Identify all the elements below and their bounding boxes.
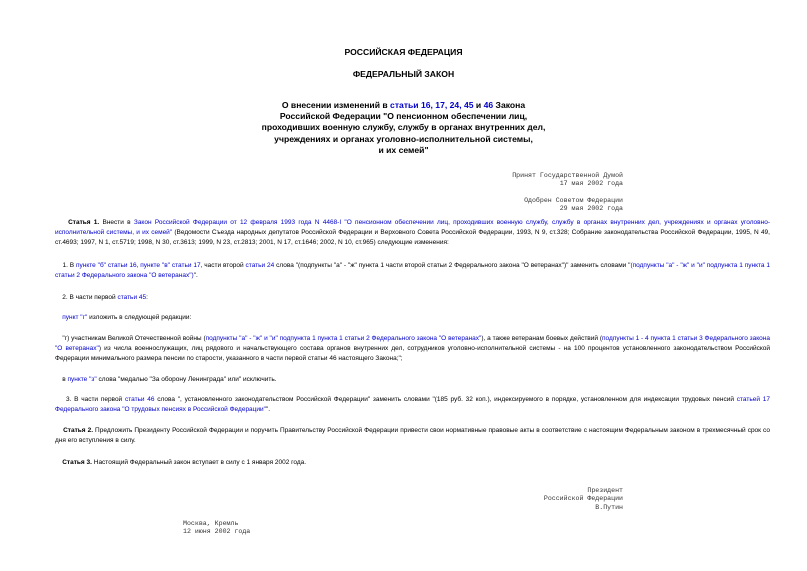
adoption-block [512, 172, 623, 214]
item-3: 3. В части первой статьи 46 слова ", установленного законодательством Российской Федерации" заменить словами "(185 руб. 32 коп.), индексируемого в порядке, установленном для индексации трудовых пенсий статьей 17 Федерального закона "О трудовых пенсиях в Российской Федерации"". [55, 396, 770, 414]
article-1: Статья 1. Внести в Закон Российской Федерации от 12 февраля 1993 года N 4468-I "О пенсионном обеспечении лиц, проходивших военную службу, службу в органах внутренних дел, учреждениях и органах уголовно-исполнительной системы, и их семей" (Ведомости Съезда народных депутатов Российской Федерации и Верховного Совета Российской Федерации, 1993, N 9, ст.328; Собрание законодательства Российской Федерации, 1995, N 49, ст.4693; 1997, N 1, ст.5719; 1998, N 30, ст.3613; 1999, N 23, ст.2813; 2001, N 17, ст.1646; 2002, N 10, ст.965) следующие изменения: [55, 219, 770, 247]
link-art46[interactable]: статьи 46 [124, 396, 155, 403]
link-law-title[interactable]: "О пенсионном обеспечении лиц, проходивших военную службу, службу в органах внутренних дел, учреждениях и органах уголовно-исполнительной системы, и их семей" [55, 219, 770, 237]
link-labor-pensions-law[interactable]: статьей 17 Федерального закона "О трудовых пенсиях в Российской Федерации" [55, 396, 770, 414]
link-article-46[interactable]: 46 [483, 100, 494, 110]
article-2: Статья 2. Предложить Президенту Российской Федерации и поручить Правительству Российской Федерации привести свои нормативные правовые акты в соответствие с настоящим Федеральным законом в трехмесячный срок со дня его вступления в силу. [55, 427, 770, 445]
link-combat-veterans[interactable]: подпункты 1 - 4 пункта 1 статьи 3 Федерального закона "О ветеранах" [55, 335, 771, 353]
link-point-z[interactable]: пункте "з" [67, 376, 97, 383]
article-2-label: Статья 2. [63, 427, 94, 434]
doc-type-heading: ФЕДЕРАЛЬНЫЙ ЗАКОН [352, 69, 455, 79]
link-art17[interactable]: пункте "в" статьи 17 [140, 262, 201, 269]
link-veterans-subitems[interactable]: (подпункты "а" - "ж" и "и" подпункта 1 пункта 1 статьи 2 Федерального закона "О ветеранах") [55, 262, 770, 280]
duma-date: 17 мая 2002 года [559, 180, 623, 188]
link-art45[interactable]: статьи 45 [117, 294, 147, 301]
link-art16[interactable]: пункте "б" статьи 16 [75, 262, 137, 269]
item-2a: пункт "г" изложить в следующей редакции: [62, 314, 192, 321]
link-point-g[interactable]: пункт "г" [62, 314, 88, 321]
council-date: 29 мая 2002 года [559, 205, 623, 213]
law-title: О внесении изменений в статьи 16, 17, 24, 45 и 46 Закона Российской Федерации "О пенсионном обеспечении лиц, проходивших военную службу, службу в органах внутренних дел, учреждениях и органах уголовно-исполнительной системы, и их семей" [261, 100, 546, 155]
country-heading: РОССИЙСКАЯ ФЕДЕРАЦИЯ [344, 47, 463, 57]
link-articles-16-45[interactable]: статьи 16, 17, 24, 45 [390, 100, 474, 110]
place-date-block: Москва, Кремль 12 июня 2002 года [183, 520, 251, 536]
link-law-4468[interactable]: Закон Российской Федерации от 12 февраля 1993 года N 4468-I [133, 219, 342, 226]
article-3-label: Статья 3. [62, 459, 92, 466]
item-2: 2. В части первой статьи 45: [62, 294, 148, 301]
signature-block: Президент Российской Федерации В.Путин [543, 487, 623, 511]
item-2b: "г) участникам Великой Отечественной войны (подпункты "а" - "ж" и "и" подпункта 1 пункта 1 статьи 2 Федерального закона "О ветеранах"), а также ветеранам боевых действий (подпункты 1 - 4 пункта 1 статьи 3 Федерального закона "О ветеранах") из числа военнослужащих, лиц рядового и начальствующего состава органов внутренних дел, сотрудников уголовно-исполнительной системы - на 100 процентов установленного законодательством Российской Федерации минимального размера пенсии по старости, указанного в части первой статьи 46 настоящего Закона;"; [55, 335, 771, 363]
duma-adoption: Принят Государственной Думой [512, 172, 623, 179]
article-3: Статья 3. Настоящий Федеральный закон вступает в силу с 1 января 2002 года. [62, 459, 307, 466]
council-approval: Одобрен Советом Федерации [524, 196, 623, 204]
item-1: 1. В пункте "б" статьи 16, пункте "в" статьи 17, части второй статьи 24 слова "(подпункты "а" - "ж" пункта 1 части второй статьи 2 Федерального закона "О ветеранах")" заменить словами "(подпункты "а" - "ж" и "и" подпункта 1 пункта 1 статьи 2 Федерального закона "О ветеранах")". [55, 262, 770, 280]
item-2c: в пункте "з" слова "медалью "За оборону Ленинграда" или" исключить. [62, 376, 277, 383]
link-wwii-veterans[interactable]: подпункты "а" - "ж" и "и" подпункта 1 пункта 1 статьи 2 Федерального закона "О ветеранах" [205, 335, 482, 342]
link-art24[interactable]: статьи 24 [245, 262, 275, 269]
article-1-label: Статья 1. [68, 219, 100, 226]
